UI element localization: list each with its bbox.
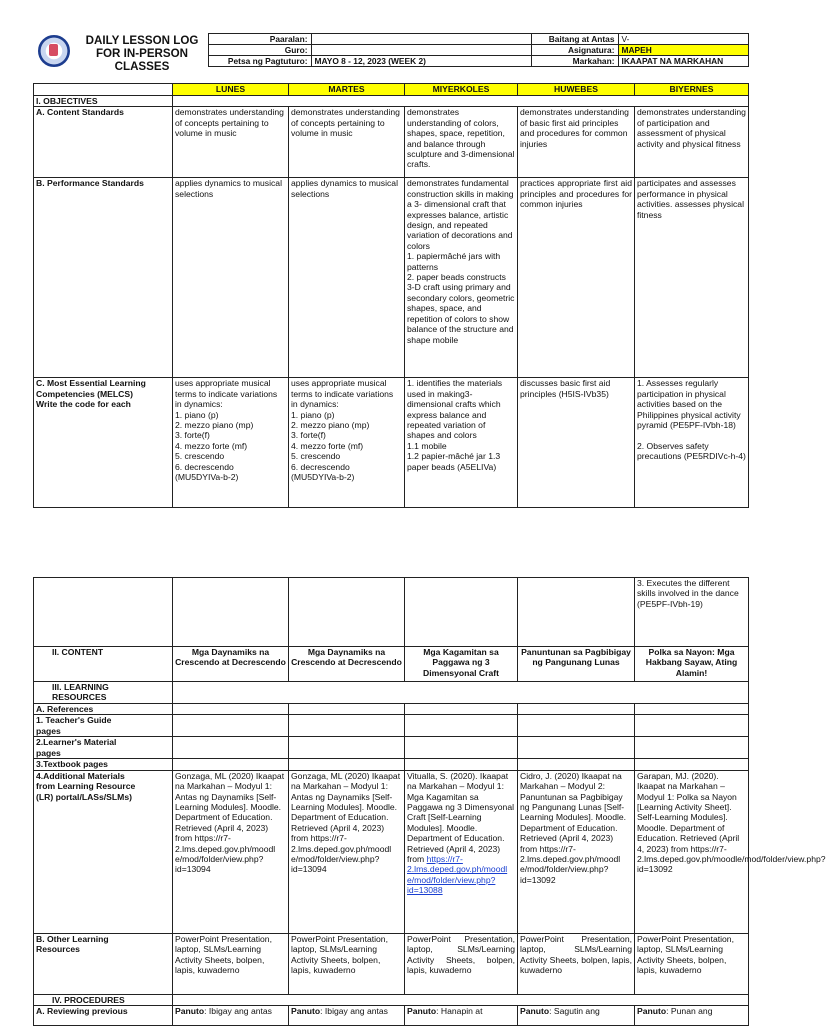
content-lunes: Mga Daynamiks na Crescendo at Decrescendo	[173, 647, 289, 682]
references-label: A. References	[34, 704, 173, 715]
paaralan-label: Paaralan:	[208, 34, 311, 45]
reviewing-biyernes-text: : Punan ang	[666, 1006, 713, 1017]
reviewing-huwebes-label: Panuto	[520, 1006, 550, 1017]
document-title: DAILY LESSON LOG FOR IN-PERSON CLASSES	[85, 34, 199, 73]
asignatura-label: Asignatura:	[531, 45, 618, 56]
melcs-martes: uses appropriate musical terms to indicate variations in dynamics: 1. piano (p) 2. mezzo piano (mp) 3. forte(f) 4. mezzo forte (mf) 5. crescendo 6. decrescendo (MU5DYIVa-b-2)	[289, 378, 405, 508]
learning-resources-heading: III. LEARNING RESOURCES	[34, 682, 173, 704]
content-standards-biyernes: demonstrates understanding of participation and assessment of physical activity and physical fitness	[635, 107, 749, 178]
markahan-value[interactable]: IKAAPAT NA MARKAHAN	[618, 56, 748, 67]
melcs-lunes: uses appropriate musical terms to indicate variations in dynamics: 1. piano (p) 2. mezzo piano (mp) 3. forte(f) 4. mezzo forte (mf) 5. crescendo 6. decrescendo (MU5DYIVa-b-2)	[173, 378, 289, 508]
additional-materials-miyerkoles	[405, 770, 518, 933]
reviewing-miyerkoles-text: : Hanapin at	[436, 1006, 483, 1017]
reviewing-lunes-label: Panuto	[175, 1006, 205, 1017]
melcs-label: C. Most Essential Learning Competencies (MELCS) Write the code for each	[34, 378, 173, 508]
content-standards-label: A. Content Standards	[34, 107, 173, 178]
additional-materials-lunes: Gonzaga, ML (2020) Ikaapat na Markahan – Modyul 1: Antas ng Daynamiks [Self-Learning Modules]. Moodle. Department of Education. Retrieved (April 4, 2023) from https://r7-2.lms.deped.gov.ph/moodl e/mod/folder/view.php?id=13094	[173, 770, 289, 933]
content-standards-martes: demonstrates understanding of concepts pertaining to volume in music	[289, 107, 405, 178]
additional-materials-huwebes: Cidro, J. (2020) Ikaapat na Markahan – Modyul 2: Panuntunan sa Pagbibigay ng Pangunang Lunas [Self-Learning Modules]. Moodle. Department of Education. Retrieved (April 4, 2023) from https://r7-2.lms.deped.gov.ph/moodl e/mod/folder/view.php?id=13092	[518, 770, 635, 933]
melcs-miyerkoles: 1. identifies the materials used in making3-dimensional crafts which express balance and repeated variation of shapes and colors 1.1 mobile 1.2 papier-mâché jar 1.3 paper beads (A5ELIVa)	[405, 378, 518, 508]
day-header-miyerkoles: MIYERKOLES	[405, 84, 518, 96]
other-resources-huwebes: PowerPoint Presentation, laptop, SLMs/Learning Activity Sheets, bolpen, lapis, kuwaderno	[518, 933, 635, 994]
content-heading: II. CONTENT	[34, 647, 173, 682]
performance-standards-lunes: applies dynamics to musical selections	[173, 178, 289, 378]
content-standards-miyerkoles: demonstrates understanding of colors, shapes, space, repetition, and balance through sculpture and 3-dimensional crafts.	[405, 107, 518, 178]
reviewing-miyerkoles-label: Panuto	[407, 1006, 437, 1017]
paaralan-value[interactable]	[311, 34, 531, 45]
additional-materials-biyernes: Garapan, MJ. (2020). Ikaapat na Markahan – Modyul 1: Polka sa Nayon [Learning Activity Sheet]. Self-Learning Modules]. Moodle. Department of Education. Retrieved (April 4, 2023) from https://r7-2.lms.deped.gov.ph/moodle/mod/folder/view.php?id=13092	[635, 770, 749, 933]
asignatura-value[interactable]: MAPEH	[618, 45, 748, 56]
other-resources-martes: PowerPoint Presentation, laptop, SLMs/Learning Activity Sheets, bolpen, lapis, kuwaderno	[289, 933, 405, 994]
performance-standards-martes: applies dynamics to musical selections	[289, 178, 405, 378]
petsa-label: Petsa ng Pagtuturo:	[208, 56, 311, 67]
day-header-biyernes: BIYERNES	[635, 84, 749, 96]
baitang-label: Baitang at Antas	[531, 34, 618, 45]
header-info-table	[33, 33, 749, 67]
baitang-value[interactable]: V-	[618, 34, 748, 45]
reviewing-miyerkoles	[405, 1006, 518, 1026]
content-biyernes: Polka sa Nayon: Mga Hakbang Sayaw, Ating Alamin!	[635, 647, 749, 682]
performance-standards-label: B. Performance Standards	[34, 178, 173, 378]
other-resources-lunes: PowerPoint Presentation, laptop, SLMs/Learning Activity Sheets, bolpen, lapis, kuwaderno	[173, 933, 289, 994]
guro-label: Guro:	[208, 45, 311, 56]
teachers-guide-label: 1. Teacher's Guide pages	[34, 715, 173, 737]
additional-materials-miyerkoles-text: Vitualla, S. (2020). Ikaapat na Markahan – Modyul 1: Mga Kagamitan sa Paggawa ng 3 Dimensyonal Craft [Self-Learning Modules]. Moodle. Department of Education. Retrieved (April 4, 2023) from	[407, 770, 515, 865]
day-header-huwebes: HUWEBES	[518, 84, 635, 96]
reviewing-biyernes	[635, 1006, 749, 1026]
additional-materials-label: 4.Additional Materials from Learning Resource (LR) portal/LASs/SLMs)	[34, 770, 173, 933]
content-martes: Mga Daynamiks na Crescendo at Decrescendo	[289, 647, 405, 682]
objectives-heading: I. OBJECTIVES	[34, 96, 173, 107]
procedures-heading: IV. PROCEDURES	[34, 994, 173, 1005]
lesson-log-table-part1	[33, 83, 749, 508]
reviewing-martes	[289, 1006, 405, 1026]
performance-standards-biyernes: participates and assesses performance in physical activities. assesses physical fitness	[635, 178, 749, 378]
markahan-label: Markahan:	[531, 56, 618, 67]
learners-material-label: 2.Learner's Material pages	[34, 737, 173, 759]
other-resources-biyernes: PowerPoint Presentation, laptop, SLMs/Learning Activity Sheets, bolpen, lapis, kuwaderno	[635, 933, 749, 994]
performance-standards-huwebes: practices appropriate first aid principles and procedures for common injuries	[518, 178, 635, 378]
reviewing-lunes-text: : Ibigay ang antas	[204, 1006, 272, 1017]
other-resources-miyerkoles: PowerPoint Presentation, laptop, SLMs/Learning Activity Sheets, bolpen, lapis, kuwaderno	[405, 933, 518, 994]
melcs-huwebes: discusses basic first aid principles (H5IS-IVb35)	[518, 378, 635, 508]
melcs-continued-biyernes: 3. Executes the different skills involved in the dance (PE5PF-IVbh-19)	[635, 578, 749, 647]
reviewing-huwebes	[518, 1006, 635, 1026]
additional-materials-martes: Gonzaga, ML (2020) Ikaapat na Markahan – Modyul 1: Antas ng Daynamiks [Self-Learning Modules]. Moodle. Department of Education. Retrieved (April 4, 2023) from https://r7-2.lms.deped.gov.ph/moodl e/mod/folder/view.php?id=13094	[289, 770, 405, 933]
reviewing-label: A. Reviewing previous	[34, 1006, 173, 1026]
textbook-pages-label: 3.Textbook pages	[34, 759, 173, 770]
reviewing-biyernes-label: Panuto	[637, 1006, 667, 1017]
melcs-biyernes: 1. Assesses regularly participation in physical activities based on the Philippines physical activity pyramid (PE5PF-IVbh-18) 2. Observes safety precautions (PE5RDIVc-h-4)	[635, 378, 749, 508]
content-miyerkoles: Mga Kagamitan sa Paggawa ng 3 Dimensyonal Craft	[405, 647, 518, 682]
reviewing-lunes	[173, 1006, 289, 1026]
day-header-martes: MARTES	[289, 84, 405, 96]
lesson-log-table-part2	[33, 577, 826, 1026]
other-resources-label: B. Other Learning Resources	[34, 933, 173, 994]
performance-standards-miyerkoles: demonstrates fundamental construction skills in making a 3- dimensional craft that expresses balance, artistic design, and repeated variation of decorations and colors 1. papiermâché jars with patterns 2. paper beads constructs 3-D craft using primary and secondary colors, geometric shapes, space, and repetition of colors to show balance of the structure and shape mobile	[405, 178, 518, 378]
guro-value[interactable]	[311, 45, 531, 56]
petsa-value[interactable]: MAYO 8 - 12, 2023 (WEEK 2)	[311, 56, 531, 67]
content-huwebes: Panuntunan sa Pagbibigay ng Pangunang Lunas	[518, 647, 635, 682]
reviewing-martes-text: : Ibigay ang antas	[320, 1006, 388, 1017]
reviewing-martes-label: Panuto	[291, 1006, 321, 1017]
content-standards-huwebes: demonstrates understanding of basic first aid principles and procedures for common injuries	[518, 107, 635, 178]
additional-materials-miyerkoles-link[interactable]: https://r7-2.lms.deped.gov.ph/moodl e/mod/folder/view.php?id=13088	[407, 854, 508, 896]
day-header-lunes: LUNES	[173, 84, 289, 96]
content-standards-lunes: demonstrates understanding of concepts pertaining to volume in music	[173, 107, 289, 178]
reviewing-huwebes-text: : Sagutin ang	[549, 1006, 600, 1017]
